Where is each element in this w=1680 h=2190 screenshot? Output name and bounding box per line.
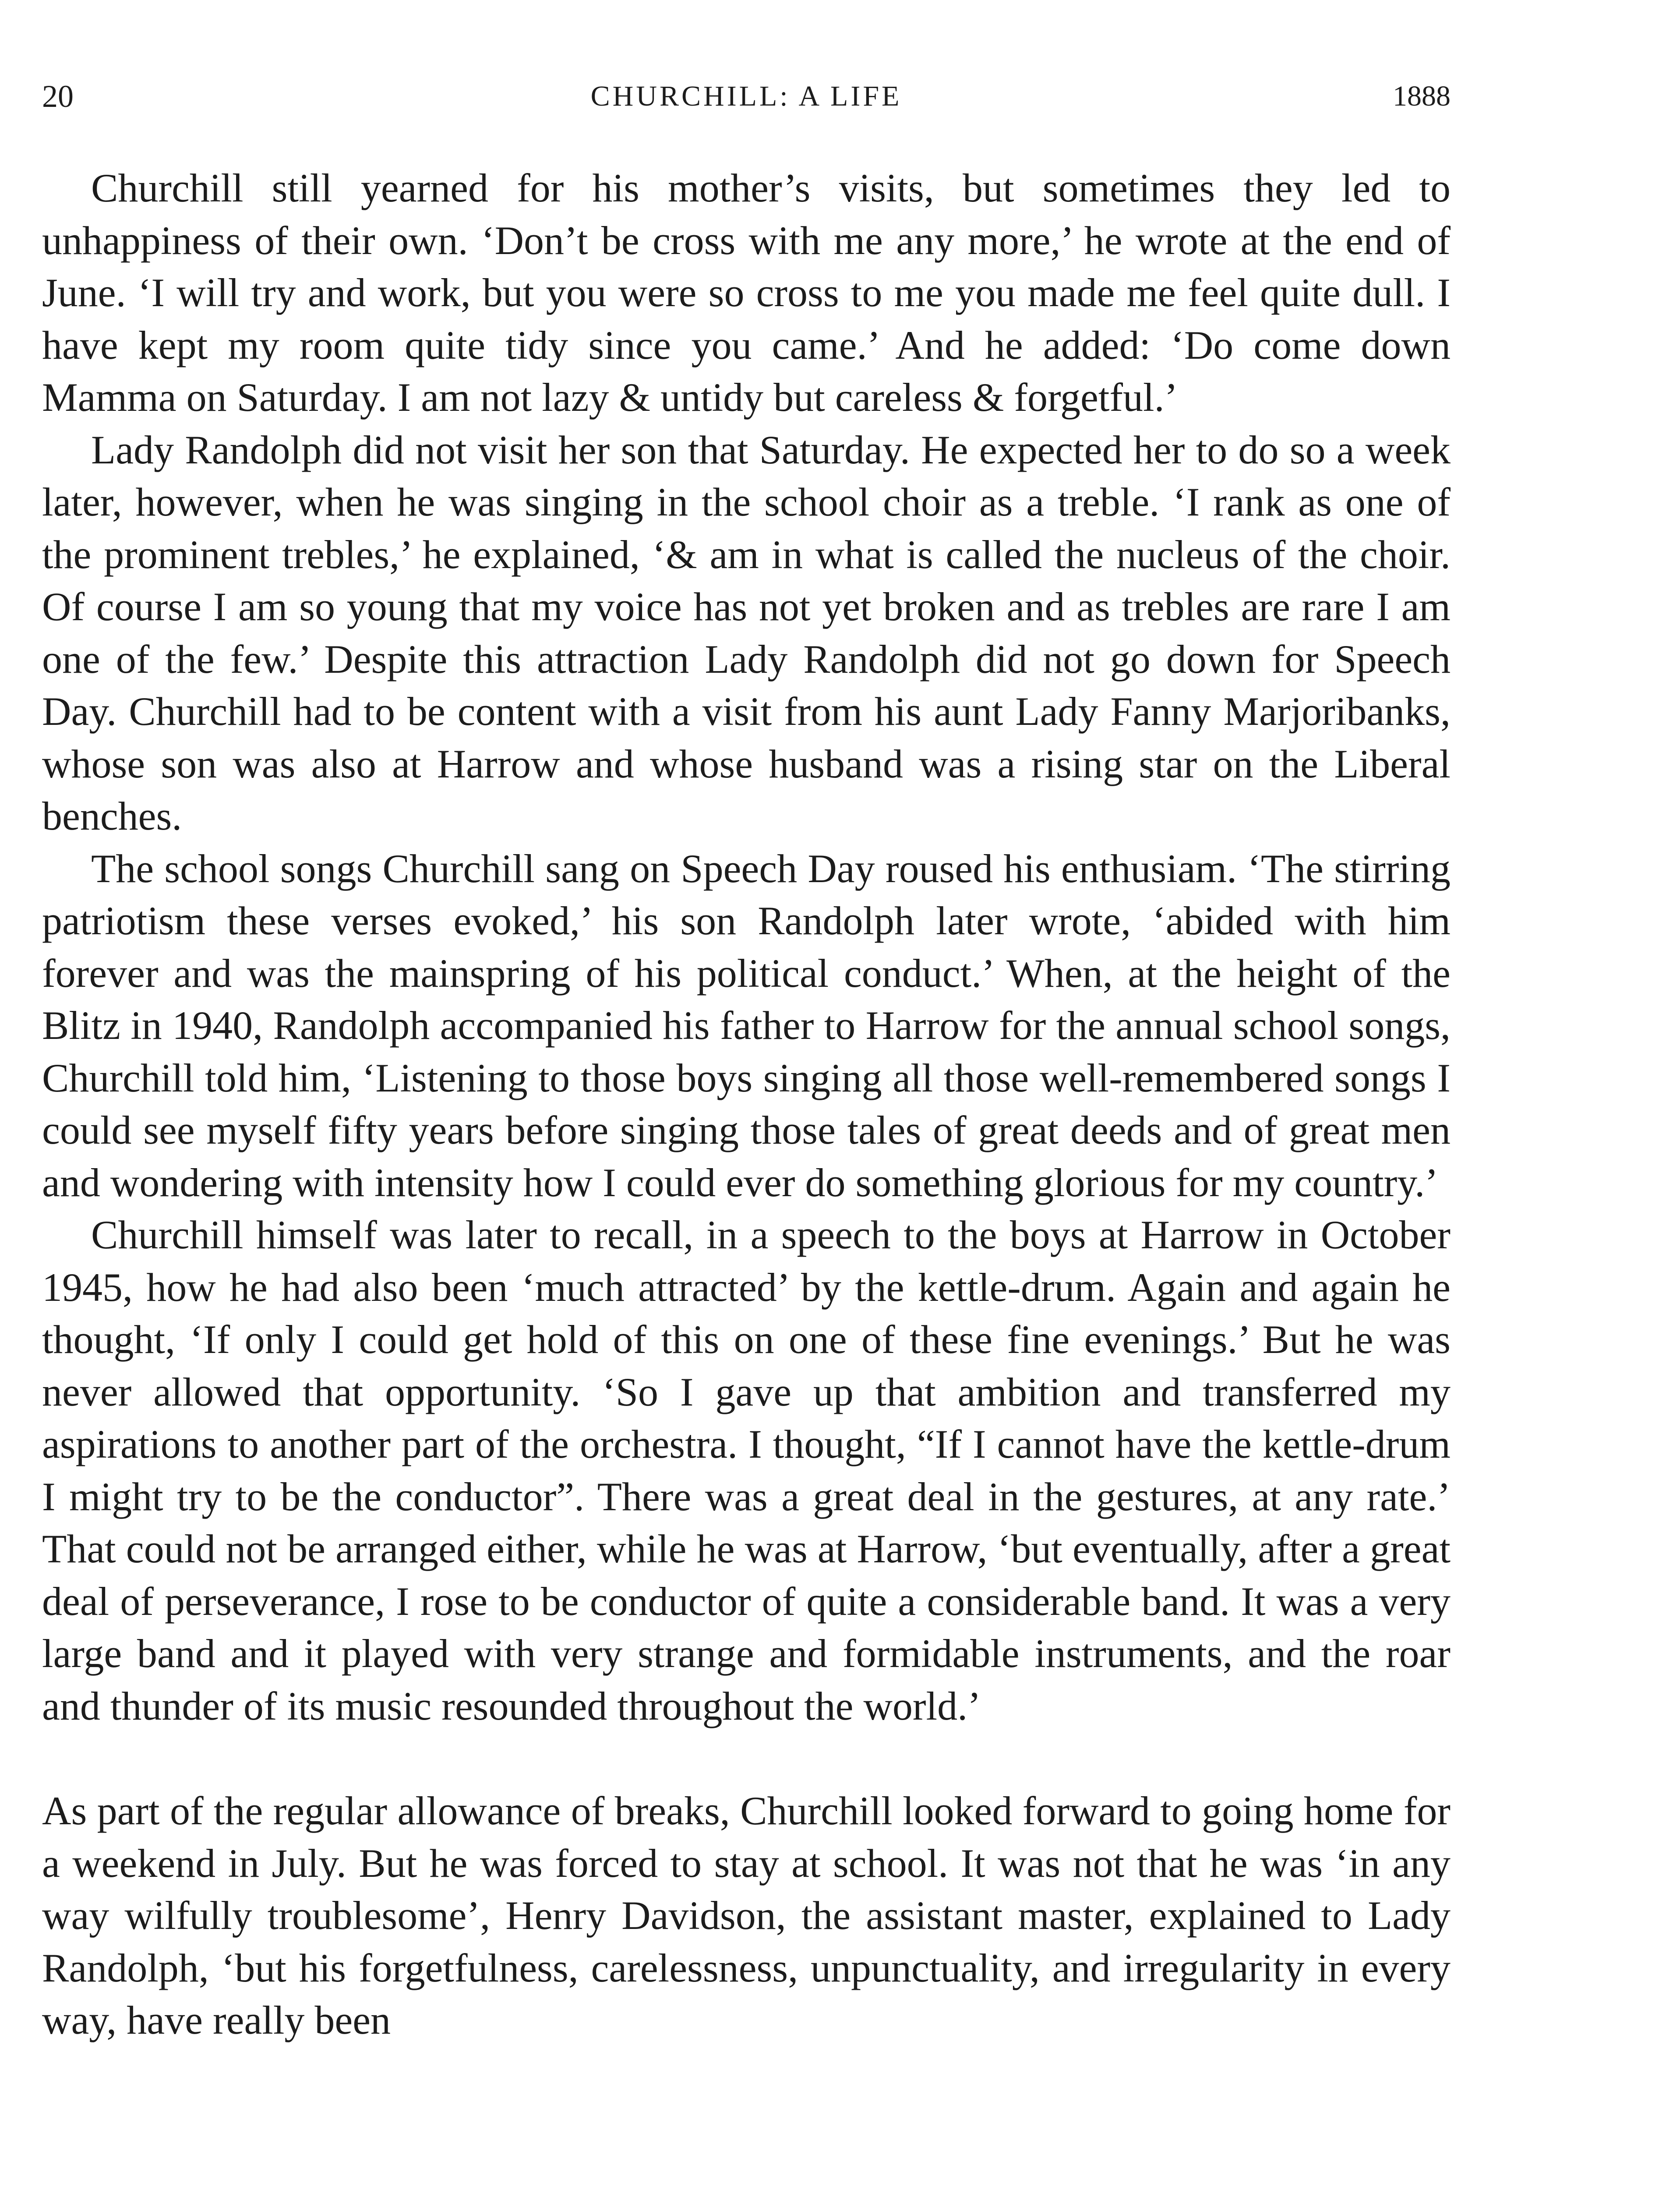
page-number: 20 [42, 79, 74, 114]
paragraph: Churchill himself was later to recall, in a speech to the boys at Harrow in October 1945, how he had also been ‘much attracted’ by the kettle-drum. Again and again he thought, ‘If only I could get hold of this on one of these fine evenings.’ But he was never allowed that opportunity. ‘So I gave up that ambition and transferred my aspirations to another part of the orchestra. I thought, “If I cannot have the kettle-drum I might try to be the conductor”. There was a great deal in the gestures, at any rate.’ That could not be arranged either, while he was at Harrow, ‘but eventually, after a great deal of perseverance, I rose to be conductor of quite a considerable band. It was a very large band and it played with very strange and formidable instruments, and the roar and thunder of its music resounded throughout the world.’ [42, 1212, 1451, 1728]
header-year: 1888 [1393, 80, 1451, 112]
page-header [42, 74, 1451, 118]
paragraph: As part of the regular allowance of breaks, Churchill looked forward to going home for a weekend in July. But he was forced to stay at school. It was not that he was ‘in any way wilfully troublesome’, Henry Davidson, the assistant master, explained to Lady Randolph, ‘but his forgetfulness, carelessness, unpunctuality, and irregularity in every way, have really been [42, 1788, 1451, 2042]
paragraph: Lady Randolph did not visit her son that Saturday. He expected her to do so a week later, however, when he was singing in the school choir as a treble. ‘I rank as one of the prominent trebles,’ he explained, ‘& am in what is called the nucleus of the choir. Of course I am so young that my voice has not yet broken and as trebles are rare I am one of the few.’ Despite this attraction Lady Randolph did not go down for Speech Day. Churchill had to be content with a visit from his aunt Lady Fanny Marjoribanks, whose son was also at Harrow and whose husband was a rising star on the Liberal benches. [42, 427, 1451, 838]
paragraph: Churchill still yearned for his mother’s visits, but sometimes they led to unhappiness of their own. ‘Don’t be cross with me any more,’ he wrote at the end of June. ‘I will try and work, but you were so cross to me you made me feel quite dull. I have kept my room quite tidy since you came.’ And he added: ‘Do come down Mamma on Saturday. I am not lazy & untidy but careless & forgetful.’ [42, 166, 1451, 420]
paragraph: The school songs Churchill sang on Speech Day roused his enthusiam. ‘The stirring patriotism these verses evoked,’ his son Randolph later wrote, ‘abided with him forever and was the mainspring of his political conduct.’ When, at the height of the Blitz in 1940, Randolph accompanied his father to Harrow for the annual school songs, Churchill told him, ‘Listening to those boys singing all those well-remembered songs I could see myself fifty years before singing those tales of great deeds and of great men and wondering with intensity how I could ever do something glorious for my country.’ [42, 846, 1451, 1205]
body-text [42, 162, 1451, 2047]
running-title: CHURCHILL: A LIFE [590, 80, 902, 112]
